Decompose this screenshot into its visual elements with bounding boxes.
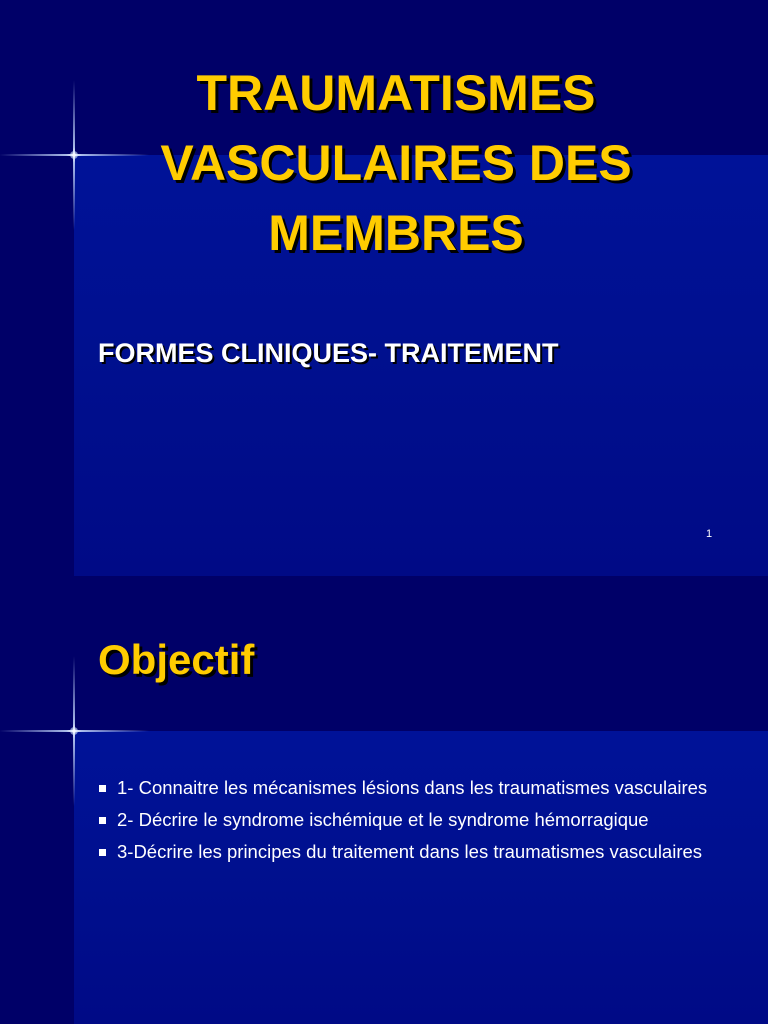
left-band <box>0 576 74 1024</box>
list-item-text: 1- Connaitre les mécanismes lésions dans les traumatismes vasculaires <box>117 777 708 798</box>
square-bullet-icon <box>99 785 106 792</box>
list-item-text: 3-Décrire les principes du traitement dans les traumatismes vasculaires <box>117 841 703 862</box>
objective-list <box>98 776 718 872</box>
square-bullet-icon <box>99 817 106 824</box>
list-item-text: 2- Décrire le syndrome ischémique et le syndrome hémorragique <box>117 809 649 830</box>
page-number: 1 <box>706 528 713 540</box>
list-item <box>98 776 718 800</box>
slide-heading: Objectif <box>98 636 255 683</box>
content-panel <box>74 731 768 1024</box>
list-item <box>98 840 718 864</box>
slide-subtitle: FORMES CLINIQUES- TRAITEMENT <box>98 338 559 368</box>
slide-2 <box>0 576 768 1024</box>
slide-title: TRAUMATISMES VASCULAIRES DES MEMBRES <box>160 65 632 261</box>
left-band <box>0 0 74 576</box>
square-bullet-icon <box>99 849 106 856</box>
list-item <box>98 808 718 832</box>
